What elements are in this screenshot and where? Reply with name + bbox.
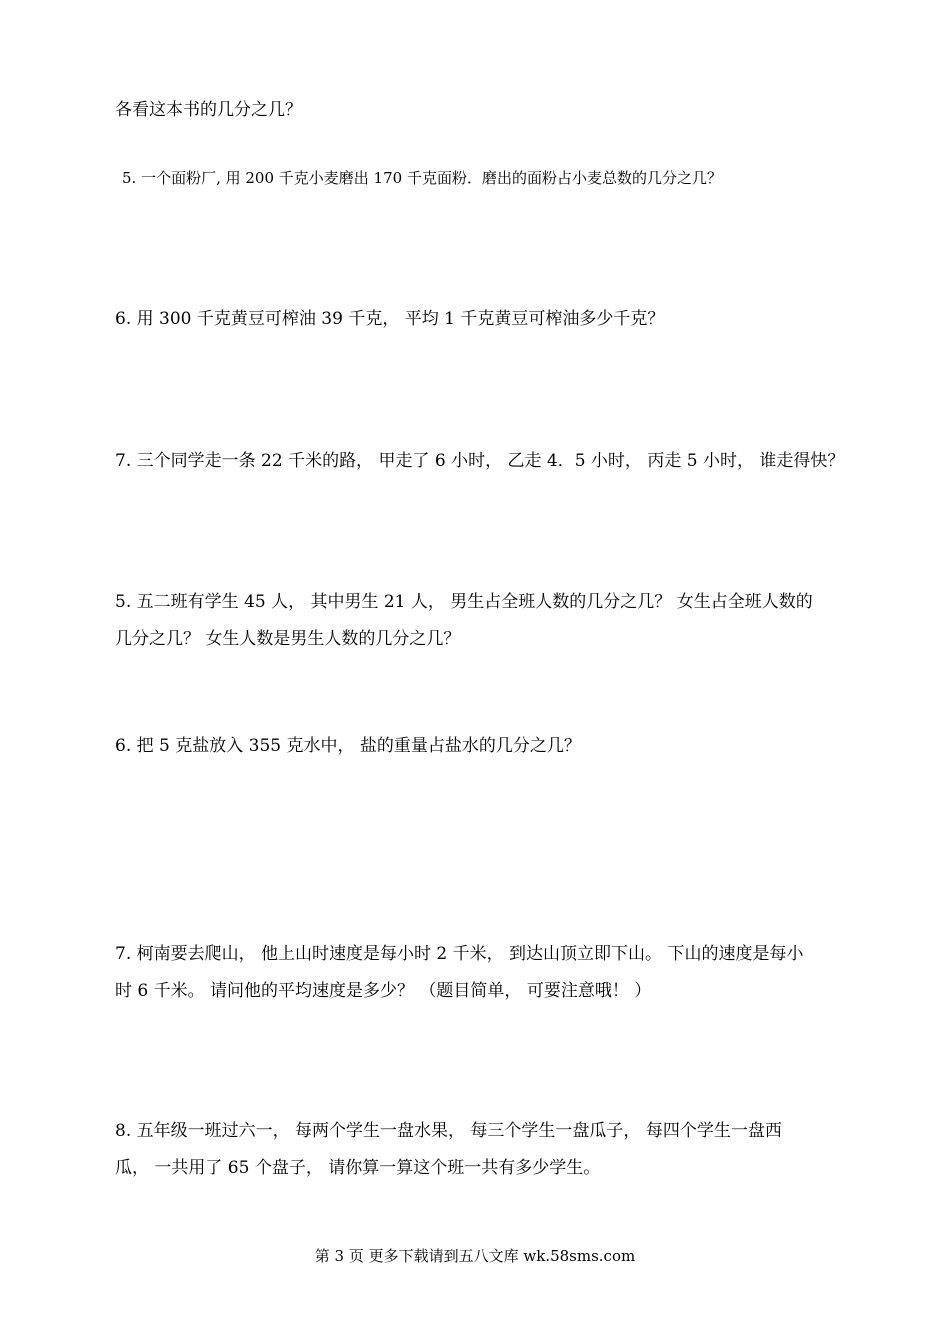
question-6-soybean-oil: 6. 用 300 千克黄豆可榨油 39 千克， 平均 1 千克黄豆可榨油多少千克？ (115, 309, 665, 329)
question-6-salt-water: 6. 把 5 克盐放入 355 克水中， 盐的重量占盐水的几分之几？ (115, 736, 581, 756)
question-7-climbing-line1: 7. 柯南要去爬山， 他上山时速度是每小时 2 千米， 到达山顶立即下山。 下山的速度是每小 (115, 944, 804, 964)
question-8-plates-line1: 8. 五年级一班过六一， 每两个学生一盘水果， 每三个学生一盘瓜子， 每四个学生一盘西 (115, 1121, 782, 1141)
question-8-plates-line2: 瓜， 一共用了 65 个盘子， 请你算一算这个班一共有多少学生。 (115, 1158, 601, 1178)
question-continuation-line: 各看这本书的几分之几？ (115, 100, 302, 120)
question-5-class-students-line2: 几分之几？ 女生人数是男生人数的几分之几？ (115, 629, 461, 649)
page-footer: 第 3 页 更多下载请到五八文库 wk.58sms.com (314, 1247, 636, 1265)
question-5-class-students-line1: 5. 五二班有学生 45 人， 其中男生 21 人， 男生占全班人数的几分之几？ 女生占全班人数的 (115, 592, 813, 612)
question-5-flour: 5. 一个面粉厂, 用 200 千克小麦磨出 170 千克面粉．磨出的面粉占小麦总数的几分之几？ (122, 169, 722, 187)
question-7-walking-speed: 7. 三个同学走一条 22 千米的路， 甲走了 6 小时， 乙走 4．5 小时， 丙走 5 小时， 谁走得快？ (115, 451, 845, 471)
question-7-climbing-line2: 时 6 千米。 请问他的平均速度是多少？ （题目简单， 可要注意哦！ ） (115, 981, 652, 1001)
